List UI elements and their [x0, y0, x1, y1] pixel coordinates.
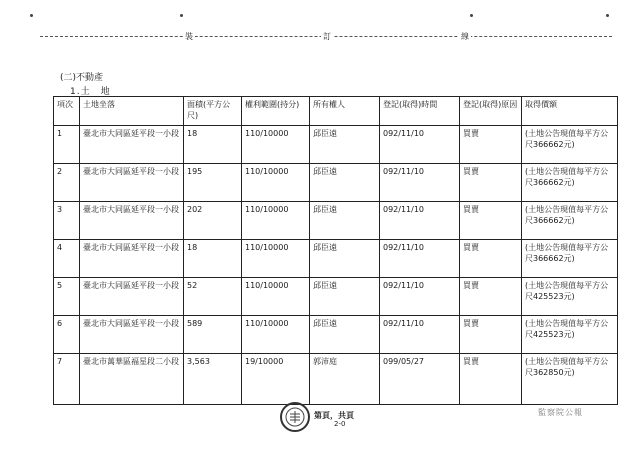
cell-date: 092/11/10	[380, 316, 460, 354]
cell-location: 臺北市大同區延平段一小段	[80, 126, 184, 164]
cell-reason: 買賣	[460, 240, 522, 278]
cell-price: (土地公告現值每平方公尺366662元)	[522, 164, 618, 202]
binding-char-zhuang: 裝	[185, 32, 193, 41]
cell-index: 3	[54, 202, 80, 240]
cell-index: 4	[54, 240, 80, 278]
cell-share: 110/10000	[242, 316, 310, 354]
cell-date: 092/11/10	[380, 278, 460, 316]
cell-location: 臺北市大同區延平段一小段	[80, 202, 184, 240]
header-price: 取得價額	[522, 97, 618, 126]
seal-icon	[280, 402, 310, 432]
cell-location: 臺北市大同區延平段一小段	[80, 240, 184, 278]
cell-date: 099/05/27	[380, 354, 460, 405]
scan-mark	[180, 14, 183, 17]
cell-reason: 買賣	[460, 278, 522, 316]
section-title: (二)不動產	[60, 73, 104, 83]
cell-owner: 邱臣遠	[310, 240, 380, 278]
cell-price: (土地公告現值每平方公尺425523元)	[522, 316, 618, 354]
header-date: 登記(取得)時間	[380, 97, 460, 126]
cell-reason: 買賣	[460, 316, 522, 354]
header-owner: 所有權人	[310, 97, 380, 126]
page-indicator: 第頁，共頁	[314, 411, 354, 420]
table-row	[54, 354, 618, 405]
cell-price: (土地公告現值每平方公尺425523元)	[522, 278, 618, 316]
table-row	[54, 164, 618, 202]
cell-area: 18	[184, 126, 242, 164]
header-index: 項次	[54, 97, 80, 126]
sub-title: 1.土 地	[70, 87, 111, 97]
binding-char-xian: 線	[461, 32, 469, 41]
cell-price: (土地公告現值每平方公尺366662元)	[522, 126, 618, 164]
cell-price: (土地公告現值每平方公尺366662元)	[522, 240, 618, 278]
cell-share: 110/10000	[242, 126, 310, 164]
cell-area: 52	[184, 278, 242, 316]
cell-location: 臺北市大同區延平段一小段	[80, 316, 184, 354]
cell-area: 202	[184, 202, 242, 240]
cell-reason: 買賣	[460, 164, 522, 202]
cell-owner: 邱臣遠	[310, 316, 380, 354]
cell-area: 18	[184, 240, 242, 278]
cell-owner: 邱臣遠	[310, 164, 380, 202]
cell-price: (土地公告現值每平方公尺362850元)	[522, 354, 618, 405]
cell-share: 110/10000	[242, 164, 310, 202]
scan-mark	[606, 14, 609, 17]
cell-owner: 邱臣遠	[310, 126, 380, 164]
table-row	[54, 202, 618, 240]
header-reason: 登記(取得)原因	[460, 97, 522, 126]
cell-index: 7	[54, 354, 80, 405]
cell-index: 2	[54, 164, 80, 202]
header-area: 面積(平方公尺)	[184, 97, 242, 126]
header-share: 權利範圍(持分)	[242, 97, 310, 126]
cell-share: 110/10000	[242, 202, 310, 240]
cell-location: 臺北市萬華區福星段二小段	[80, 354, 184, 405]
binding-char-ding: 訂	[323, 32, 331, 41]
header-location: 土地坐落	[80, 97, 184, 126]
table-row	[54, 316, 618, 354]
binding-line	[40, 32, 612, 40]
cell-date: 092/11/10	[380, 202, 460, 240]
cell-index: 6	[54, 316, 80, 354]
cell-date: 092/11/10	[380, 126, 460, 164]
cell-location: 臺北市大同區延平段一小段	[80, 164, 184, 202]
cell-date: 092/11/10	[380, 240, 460, 278]
cell-owner: 郭沛庭	[310, 354, 380, 405]
cell-location: 臺北市大同區延平段一小段	[80, 278, 184, 316]
scan-mark	[470, 14, 473, 17]
page-number: 2-0	[334, 420, 346, 428]
table-header-row	[54, 97, 618, 126]
cell-area: 589	[184, 316, 242, 354]
cell-reason: 買賣	[460, 202, 522, 240]
land-table	[53, 96, 618, 405]
cell-share: 19/10000	[242, 354, 310, 405]
cell-owner: 邱臣遠	[310, 202, 380, 240]
table-row	[54, 126, 618, 164]
cell-area: 3,563	[184, 354, 242, 405]
cell-area: 195	[184, 164, 242, 202]
table-row	[54, 240, 618, 278]
cell-reason: 買賣	[460, 126, 522, 164]
scan-mark	[30, 14, 33, 17]
cell-date: 092/11/10	[380, 164, 460, 202]
table-row	[54, 278, 618, 316]
cell-share: 110/10000	[242, 240, 310, 278]
cell-owner: 邱臣遠	[310, 278, 380, 316]
cell-index: 5	[54, 278, 80, 316]
cell-share: 110/10000	[242, 278, 310, 316]
cell-price: (土地公告現值每平方公尺366662元)	[522, 202, 618, 240]
gazette-stamp: 監察院公報	[538, 408, 583, 417]
cell-index: 1	[54, 126, 80, 164]
cell-reason: 買賣	[460, 354, 522, 405]
